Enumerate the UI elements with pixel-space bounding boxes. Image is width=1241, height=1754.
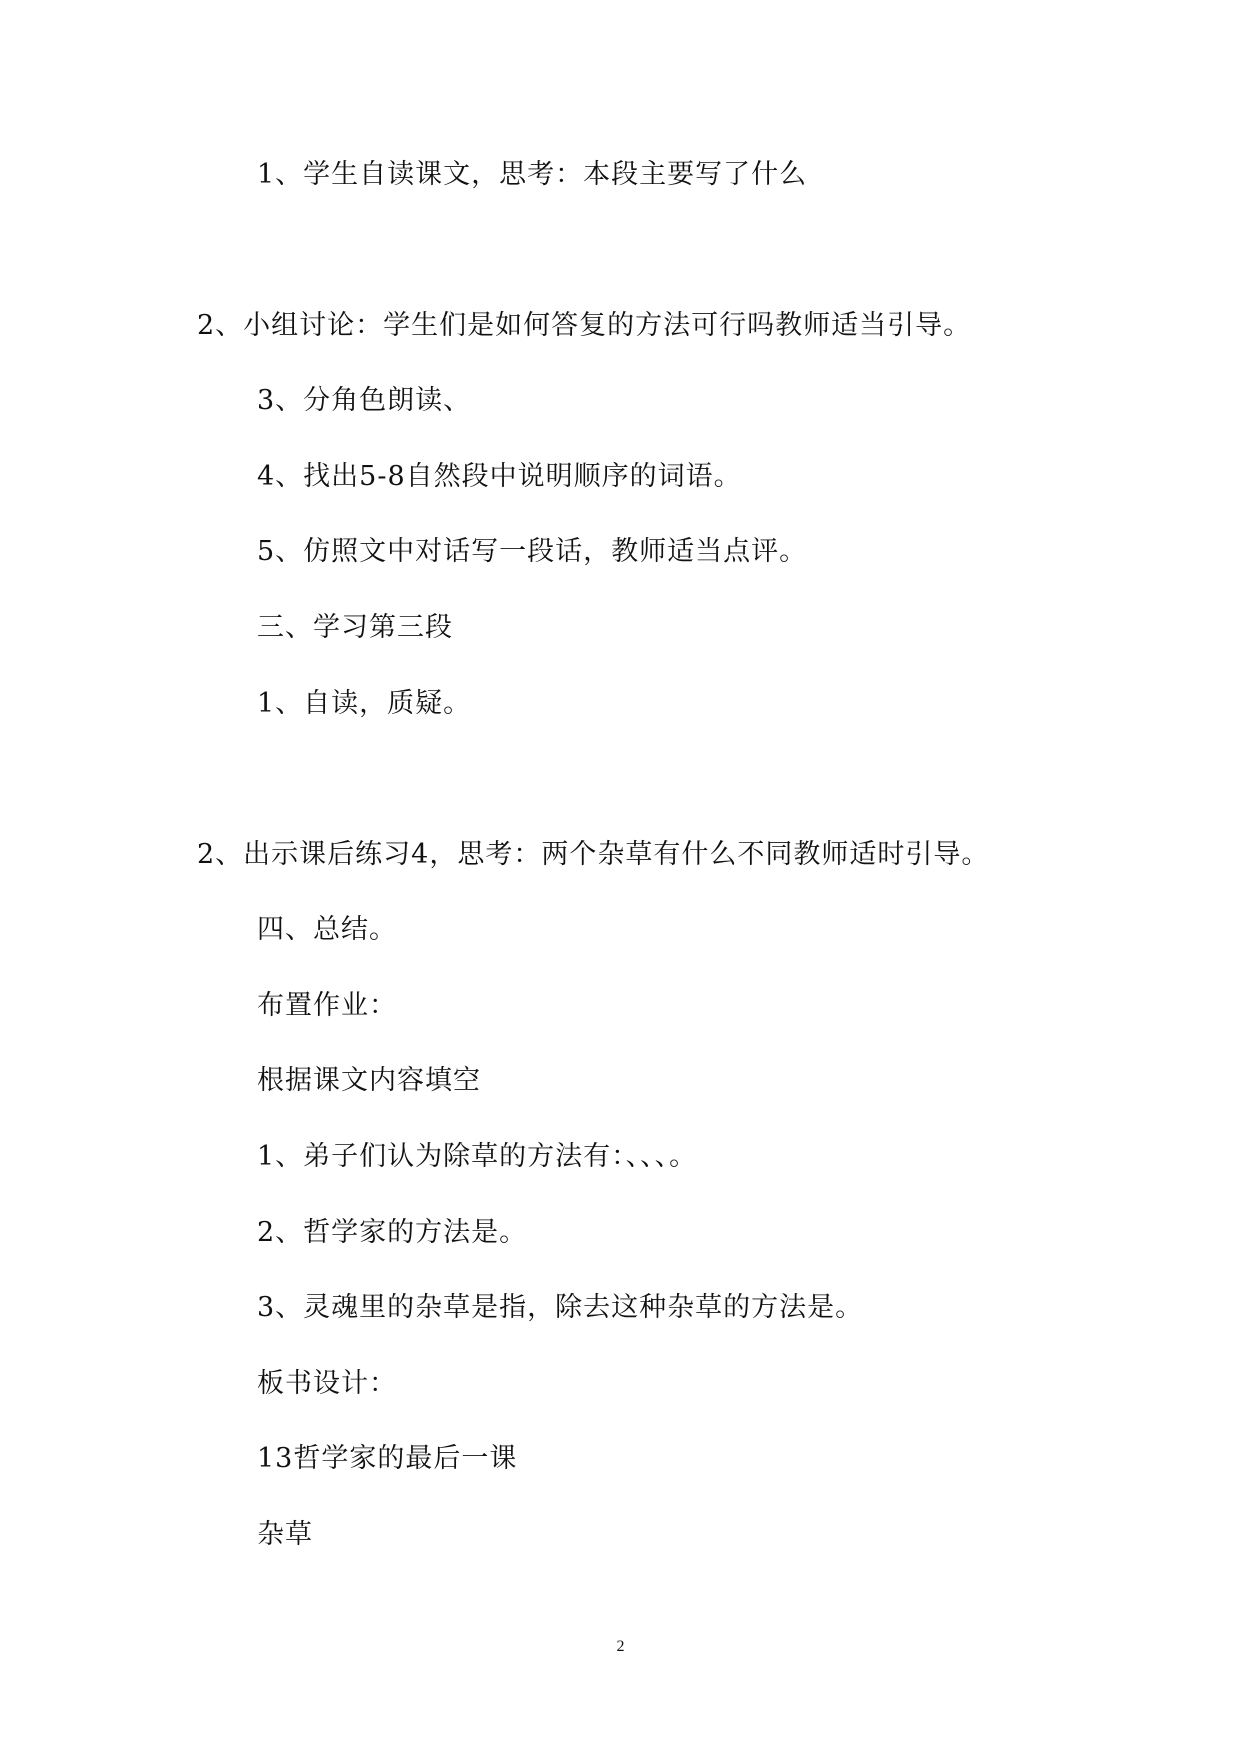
text-line-14: 3、灵魂里的杂草是指，除去这种杂草的方法是。: [257, 1292, 864, 1323]
text-line-16: 13哲学家的最后一课: [257, 1443, 518, 1474]
text-line-12: 1、弟子们认为除草的方法有：、、、。: [257, 1141, 698, 1172]
text-line-11: 根据课文内容填空: [257, 1065, 481, 1096]
board-design-heading: 板书设计：: [257, 1368, 397, 1399]
text-line-8: 2、出示课后练习4，思考：两个杂草有什么不同教师适时引导。: [197, 839, 990, 870]
page-number: 2: [616, 1638, 625, 1655]
section-heading-4: 四、总结。: [257, 914, 397, 945]
text-line-13: 2、哲学家的方法是。: [257, 1217, 528, 1248]
text-line-3: 3、分角色朗读、: [257, 385, 472, 416]
text-line-5: 5、仿照文中对话写一段话，教师适当点评。: [257, 536, 808, 567]
text-line-17: 杂草: [257, 1519, 313, 1550]
homework-heading: 布置作业：: [257, 990, 397, 1021]
text-line-4: 4、找出5-8自然段中说明顺序的词语。: [257, 461, 742, 492]
text-line-1: 1、学生自读课文，思考：本段主要写了什么: [257, 159, 808, 190]
text-line-7: 1、自读，质疑。: [257, 688, 472, 719]
section-heading-3: 三、学习第三段: [257, 612, 453, 643]
text-line-2: 2、小组讨论：学生们是如何答复的方法可行吗教师适当引导。: [197, 310, 972, 341]
